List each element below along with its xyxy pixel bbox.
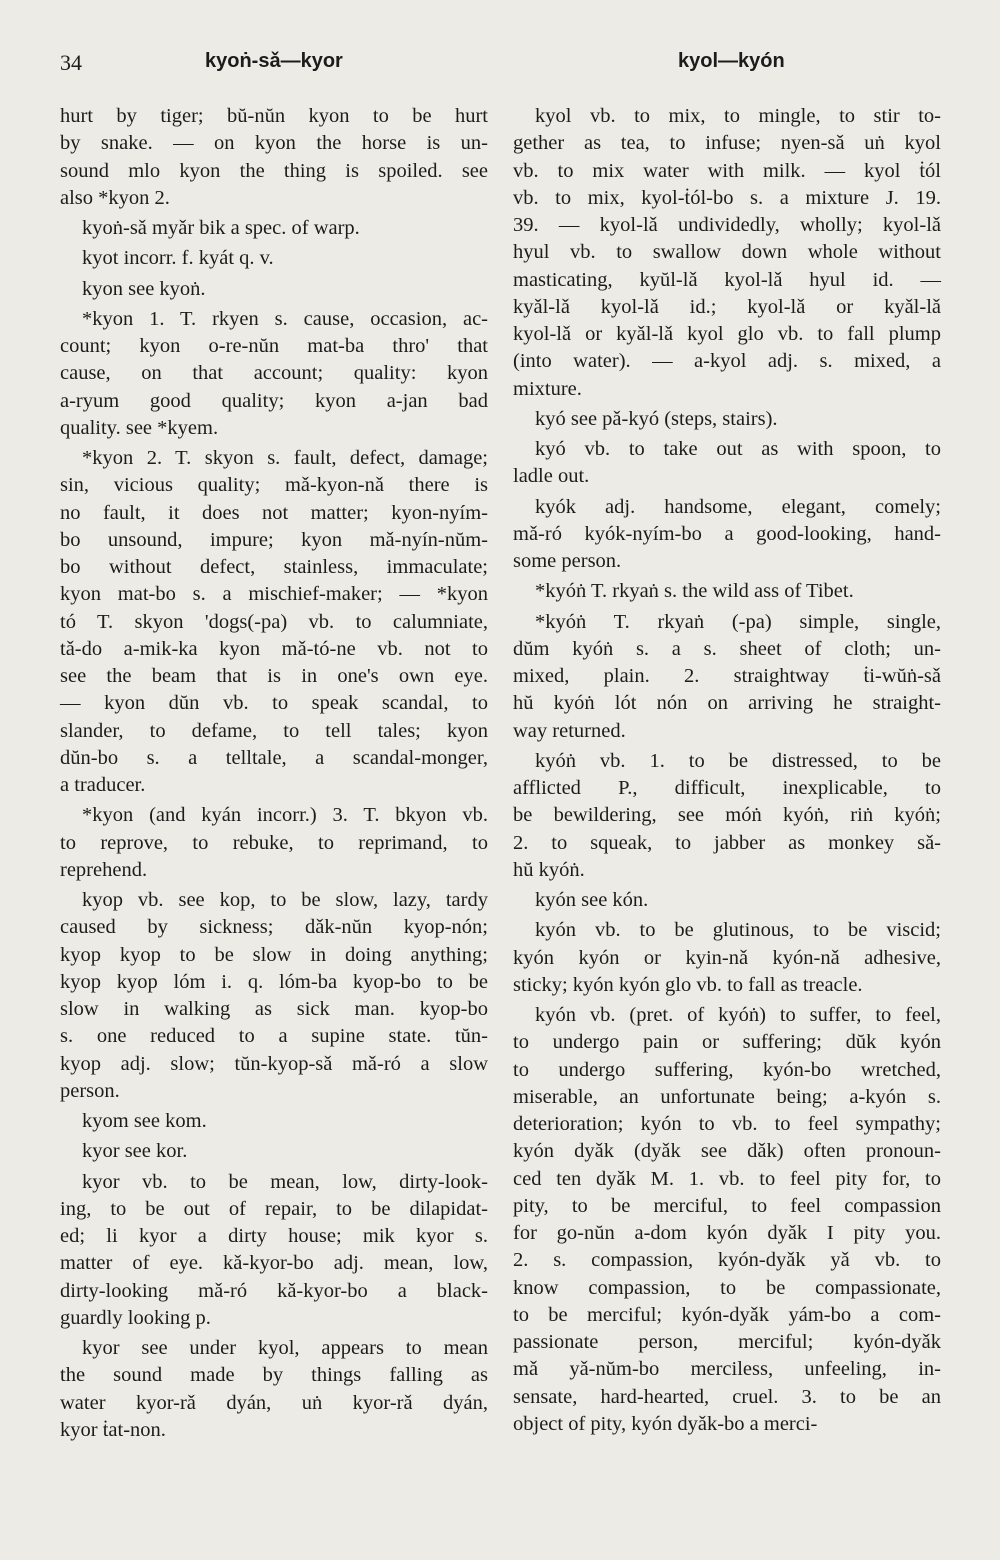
entry-line: hŭ kyóṅ lót nón on arriving he straight- (513, 692, 941, 715)
entry-line: kyor see under kyol, appears to mean (82, 1337, 488, 1359)
dictionary-entry (513, 103, 941, 403)
entry-line: dŭn-bo s. a telltale, a scandal-monger, (60, 746, 488, 769)
page-number: 34 (60, 50, 82, 75)
dictionary-entry (60, 802, 488, 884)
entry-line: kyó vb. to take out as with spoon, to (535, 438, 941, 460)
entry-line: count; kyon o-re-nŭn mat-ba thro' that (60, 335, 488, 357)
entry-line: bo unsound, impure; kyon mǎ-nyín-nŭm- (60, 528, 488, 551)
entry-line: reprehend. (60, 858, 148, 881)
entry-line: slander, to defame, to tell tales; kyon (60, 719, 488, 742)
left-column (60, 103, 488, 1447)
entry-line: ed; li kyor a dirty house; mik kyor s. (60, 1225, 488, 1247)
entry-line: by snake. — on kyon the horse is un- (60, 132, 488, 155)
entry-line: afflicted P., difficult, inexplicable, to (513, 777, 941, 799)
entry-line: kyor ṫat-non. (60, 1418, 166, 1441)
entry-line: sticky; kyón kyón glo vb. to fall as treacle. (513, 973, 863, 996)
dictionary-entry (513, 436, 941, 491)
entry-line: kyon see kyoṅ. (82, 277, 206, 300)
entry-line: *kyon 2. T. skyon s. fault, defect, damage; (82, 447, 488, 469)
entry-line: mǎ yǎ-nŭm-bo merciless, unfeeling, in- (513, 1358, 941, 1381)
entry-line: to undergo pain or suffering; dŭk kyón (513, 1031, 941, 1054)
entry-line: hyul vb. to swallow down whole without (513, 241, 941, 264)
entry-line: *kyóṅ T. rkyaṅ s. the wild ass of Tibet. (535, 580, 854, 603)
right-column (513, 103, 941, 1441)
dictionary-entry (60, 1108, 488, 1135)
entry-line: kyóṅ vb. 1. to be distressed, to be (535, 749, 941, 772)
entry-line: know compassion, to be compassionate, (513, 1276, 941, 1299)
entry-line: to reprove, to rebuke, to reprimand, to (60, 831, 488, 854)
entry-line: water kyor-rǎ dyán, uṅ kyor-rǎ dyán, (60, 1391, 488, 1414)
dictionary-entry (60, 306, 488, 442)
entry-line: miserable, an unfortunate being; a-kyón s. (513, 1085, 941, 1108)
entry-line: kyop vb. see kop, to be slow, lazy, tardy (82, 889, 488, 911)
entry-line: a-ryum good quality; kyon a-jan bad (60, 389, 488, 412)
entry-line: deterioration; kyón to vb. to feel sympathy; (513, 1113, 941, 1135)
entry-line: slow in walking as sick man. kyop-bo (60, 998, 488, 1020)
dictionary-entry (60, 245, 488, 272)
entry-line: also *kyon 2. (60, 186, 170, 209)
dictionary-entry (60, 1169, 488, 1333)
entry-line: ladle out. (513, 465, 590, 488)
entry-line: a traducer. (60, 774, 146, 796)
dictionary-entry (513, 609, 941, 745)
entry-line: 2. s. compassion, kyón-dyǎk yǎ vb. to (513, 1249, 941, 1272)
dictionary-entry (513, 917, 941, 999)
entry-line: vb. to mix water with milk. — kyol ṫól (513, 159, 941, 182)
entry-line: *kyon 1. T. rkyen s. cause, occasion, ac- (82, 307, 488, 330)
entry-line: hurt by tiger; bŭ-nŭn kyon to be hurt (60, 105, 488, 127)
entry-line: dirty-looking mǎ-ró kǎ-kyor-bo a black- (60, 1279, 488, 1302)
entry-line: vb. to mix, kyol-ṫól-bo s. a mixture J. 19. (513, 186, 941, 209)
entry-line: kyón see kón. (535, 889, 649, 911)
entry-line: to undergo suffering, kyón-bo wretched, (513, 1058, 941, 1081)
entry-line: kyón vb. (pret. of kyóṅ) to suffer, to feel, (535, 1004, 941, 1026)
dictionary-entry (60, 276, 488, 303)
entry-line: gether as tea, to infuse; nyen-sǎ uṅ kyol (513, 132, 941, 155)
entry-line: cause, on that account; quality: kyon (60, 362, 488, 385)
entry-line: dŭm kyóṅ s. a s. sheet of cloth; un- (513, 637, 941, 660)
entry-line: object of pity, kyón dyǎk-bo a merci- (513, 1412, 818, 1435)
entry-line: for go-nŭn a-dom kyón dyǎk I pity you. (513, 1222, 941, 1244)
entry-line: kyón dyǎk (dyǎk see dǎk) often pronoun- (513, 1140, 941, 1163)
entry-line: be bewildering, see móṅ kyóṅ, riṅ kyóṅ; (513, 804, 941, 827)
entry-line: tǎ-do a-mik-ka kyon mǎ-tó-ne vb. not to (60, 637, 488, 660)
dictionary-entry (513, 578, 941, 605)
left-running-head: kyoṅ-sǎ—kyor (205, 50, 343, 72)
entry-line: person. (60, 1079, 120, 1102)
dictionary-entry (60, 1335, 488, 1444)
entry-line: way returned. (513, 719, 626, 742)
entry-line: mixed, plain. 2. straightway ṫi-wŭṅ-sǎ (513, 665, 941, 687)
entry-line: the sound made by things falling as (60, 1364, 488, 1387)
entry-line: caused by sickness; dǎk-nŭn kyop-nón; (60, 916, 488, 939)
dictionary-entry (60, 445, 488, 799)
entry-line: matter of eye. kǎ-kyor-bo adj. mean, low, (60, 1252, 488, 1275)
entry-line: pity, to be merciful, to feel compassion (513, 1194, 941, 1217)
entry-line: mixture. (513, 377, 582, 400)
entry-line: 39. — kyol-lǎ undividedly, wholly; kyol-lǎ (513, 214, 941, 236)
entry-line: kyon mat-bo s. a mischief-maker; — *kyon (60, 583, 488, 606)
entry-line: masticating, kyŭl-lǎ kyol-lǎ hyul id. — (513, 268, 941, 291)
entry-line: kyot incorr. f. kyát q. v. (82, 247, 274, 270)
dictionary-entry (60, 215, 488, 242)
entry-line: (into water). — a-kyol adj. s. mixed, a (513, 350, 941, 373)
dictionary-entry (513, 494, 941, 576)
dictionary-entry (60, 1138, 488, 1165)
entry-line: sound mlo kyon the thing is spoiled. see (60, 159, 488, 182)
entry-line: *kyon (and kyán incorr.) 3. T. bkyon vb. (82, 804, 488, 827)
entry-line: — kyon dŭn vb. to speak scandal, to (60, 692, 488, 715)
right-running-head: kyol—kyón (678, 50, 785, 72)
entry-line: sin, vicious quality; mǎ-kyon-nǎ there is (60, 474, 488, 497)
entry-line: kyók adj. handsome, elegant, comely; (535, 495, 941, 518)
entry-line: kyón kyón or kyin-nǎ kyón-nǎ adhesive, (513, 946, 941, 969)
entry-line: passionate person, merciful; kyón-dyǎk (513, 1331, 941, 1353)
entry-line: guardly looking p. (60, 1306, 211, 1329)
entry-line: kyol-lǎ or kyǎl-lǎ kyol glo vb. to fall plump (513, 323, 941, 345)
entry-line: *kyóṅ T. rkyaṅ (-pa) simple, single, (535, 610, 941, 633)
entry-line: hŭ kyóṅ. (513, 858, 585, 881)
entry-line: kyop kyop to be slow in doing anything; (60, 943, 488, 966)
dictionary-entry (513, 406, 941, 433)
entry-line: ing, to be out of repair, to be dilapidat- (60, 1197, 488, 1220)
dictionary-entry (513, 1002, 941, 1438)
entry-line: kyor vb. to be mean, low, dirty-look- (82, 1170, 488, 1193)
dictionary-entry (60, 887, 488, 1105)
entry-line: kyop adj. slow; tŭn-kyop-sǎ mǎ-ró a slow (60, 1052, 488, 1075)
entry-line: kyǎl-lǎ kyol-lǎ id.; kyol-lǎ or kyǎl-lǎ (513, 295, 941, 318)
entry-line: some person. (513, 550, 622, 572)
entry-line: kyor see kor. (82, 1140, 188, 1163)
entry-line: to be merciful; kyón-dyǎk yám-bo a com- (513, 1303, 941, 1326)
entry-line: kyop kyop lóm i. q. lóm-ba kyop-bo to be (60, 970, 488, 993)
entry-line: s. one reduced to a supine state. tŭn- (60, 1025, 488, 1048)
entry-line: kyoṅ-sǎ myǎr bik a spec. of warp. (82, 217, 360, 239)
entry-line: no fault, it does not matter; kyon-nyím- (60, 501, 488, 524)
entry-line: bo without defect, stainless, immaculate; (60, 556, 488, 578)
entry-line: quality. see *kyem. (60, 416, 219, 439)
entry-line: kyom see kom. (82, 1110, 207, 1132)
entry-line: kyón vb. to be glutinous, to be viscid; (535, 919, 941, 942)
dictionary-entry (513, 887, 941, 914)
entry-line: ced ten dyǎk M. 1. vb. to feel pity for, to (513, 1167, 941, 1190)
entry-line: 2. to squeak, to jabber as monkey sǎ- (513, 831, 941, 854)
dictionary-entry (60, 103, 488, 212)
entry-line: kyol vb. to mix, to mingle, to stir to- (535, 105, 941, 127)
entry-line: tó T. skyon 'dogs(-pa) vb. to calumniate, (60, 610, 488, 633)
entry-line: mǎ-ró kyók-nyím-bo a good-looking, hand- (513, 522, 941, 545)
entry-line: see the beam that is in one's own eye. (60, 665, 488, 687)
entry-line: sensate, hard-hearted, cruel. 3. to be an (513, 1385, 941, 1408)
dictionary-entry (513, 748, 941, 884)
entry-line: kyó see pǎ-kyó (steps, stairs). (535, 407, 778, 430)
